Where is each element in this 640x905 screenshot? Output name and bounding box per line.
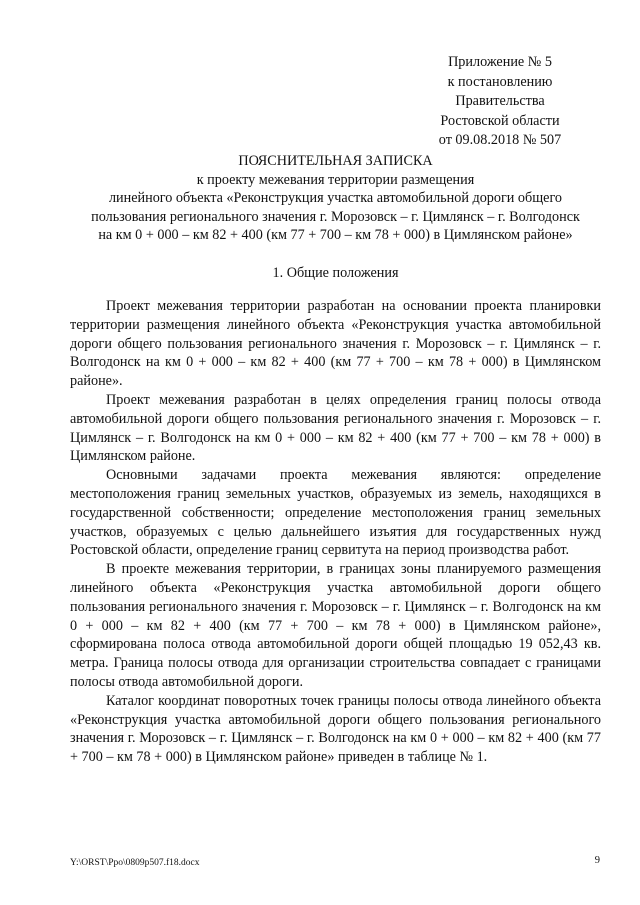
footer-file-path: Y:\ORST\Ppo\0809p507.f18.docx (70, 858, 200, 868)
title-heading: ПОЯСНИТЕЛЬНАЯ ЗАПИСКА (238, 153, 433, 169)
appendix-line: к постановлению (447, 73, 553, 90)
title-line: на км 0 + 000 – км 82 + 400 (км 77 + 700 – км 78 + 000) в Цимлянском районе» (98, 227, 573, 243)
section-heading: 1. Общие положения (272, 265, 399, 281)
title-line: линейного объекта «Реконструкция участка автомобильной дороги общего (108, 190, 563, 206)
title-line: к проекту межевания территории размещения (196, 171, 475, 188)
appendix-block (400, 53, 600, 151)
title-line: пользования регионального значения г. Морозовск – г. Цимлянск – г. Волгодонск (91, 208, 580, 225)
paragraph: Основными задачами проекта межевания являются: определение местоположения границ земельных участков, образуемых из земель, находящихся в государственной собственности; определение местоположения границ земельных участков, образуемых с целью дальнейшего изъятия для государственных нужд Ростовской области, определение границ сервитута на период производства работ. (70, 467, 601, 559)
appendix-line: от 09.08.2018 № 507 (438, 132, 562, 148)
appendix-line: Приложение № 5 (448, 54, 552, 70)
paragraph: В проекте межевания территории, в границах зоны планируемого размещения линейного объекта «Реконструкция участка автомобильной дороги общего пользования регионального значения г. Морозовск – г. Цимлянск – г. Волгодонск на км 0 + 000 – км 82 + 400 (км 77 + 700 – км 78 + 000) в Цимлянском районе», сформирована полоса отвода автомобильной дороги общей площадью 19 052,43 кв. метра. Граница полосы отвода для организации строительства совпадает с границами полосы отвода автомобильной дороги. (70, 561, 601, 690)
paragraph: Проект межевания разработан в целях определения границ полосы отвода автомобильной дороги общего пользования регионального значения г. Морозовск – г. Цимлянск – г. Волгодонск на км 0 + 000 – км 82 + 400 (км 77 + 700 – км 78 + 000) в Цимлянском районе. (70, 391, 601, 465)
page-number: 9 (594, 855, 600, 866)
appendix-line: Правительства (455, 93, 545, 109)
body-text (70, 297, 601, 767)
appendix-line: Ростовской области (440, 112, 560, 129)
paragraph: Проект межевания территории разработан на основании проекта планировки территории размещения линейного объекта «Реконструкция участка автомобильной дороги общего пользования регионального значения г. Морозовск – г. Цимлянск – г. Волгодонск на км 0 + 000 – км 82 + 400 (км 77 + 700 – км 78 + 000) в Цимлянском районе». (70, 298, 601, 390)
paragraph: Каталог координат поворотных точек границы полосы отвода линейного объекта «Реконструкция участка автомобильной дороги общего пользования регионального значения г. Морозовск – г. Цимлянск – г. Волгодонск на км 0 + 000 – км 82 + 400 (км 77 + 700 – км 78 + 000) в Цимлянском районе» приведен в таблице № 1. (70, 692, 601, 766)
document-title (70, 152, 601, 245)
